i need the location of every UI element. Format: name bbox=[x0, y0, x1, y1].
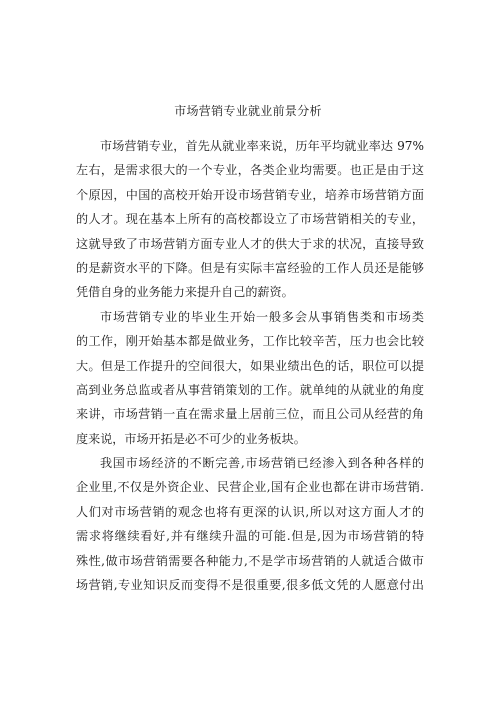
document-title: 市场营销专业就业前景分析 bbox=[174, 104, 322, 118]
paragraph-1-line-4: 的人才。现在基本上所有的高校都设立了市场营销相关的专业， bbox=[76, 212, 424, 227]
paragraph-2-line-5: 来讲，市场营销一直在需求量上居前三位，而且公司从经营的角 bbox=[76, 407, 424, 422]
paragraph-1-line-1: 市场营销专业，首先从就业率来说，历年平均就业率达 97% bbox=[100, 139, 424, 153]
paragraph-1-line-6: 的是薪资水平的下降。但是有实际丰富经验的工作人员还是能够 bbox=[76, 260, 424, 275]
paragraph-3-line-5: 殊性,做市场营销需要各种能力,不是学市场营销的人就适合做市 bbox=[76, 553, 424, 568]
paragraph-1-line-3: 个原因，中国的高校开始开设市场营销专业，培养市场营销方面 bbox=[76, 187, 424, 202]
paragraph-3-line-6: 场营销,专业知识反而变得不是很重要,很多低文凭的人愿意付出 bbox=[76, 578, 424, 593]
paragraph-3-line-1: 我国市场经济的不断完善,市场营销已经渗入到各种各样的 bbox=[100, 456, 424, 471]
paragraph-2-line-2: 的工作，刚开始基本都是做业务，工作比较辛苦，压力也会比较 bbox=[76, 334, 424, 349]
paragraph-2-line-1: 市场营销专业的毕业生开始一般多会从事销售类和市场类 bbox=[100, 309, 424, 324]
document-body bbox=[76, 134, 424, 597]
paragraph-2-line-3: 大。但是工作提升的空间很大，如果业绩出色的话，职位可以提 bbox=[76, 358, 424, 373]
paragraph-1-line-5: 这就导致了市场营销方面专业人才的供大于求的状况，直接导致 bbox=[76, 236, 424, 251]
paragraph-1-line-2: 左右，是需求很大的一个专业，各类企业均需要。也正是由于这 bbox=[76, 163, 424, 178]
paragraph-3-line-3: 人们对市场营销的观念也将有更深的认识,所以对这方面人才的 bbox=[76, 504, 424, 519]
paragraph-2-line-6: 度来说，市场开拓是必不可少的业务板块。 bbox=[76, 431, 306, 446]
paragraph-1-line-7: 凭借自身的业务能力来提升自己的薪资。 bbox=[76, 285, 294, 300]
paragraph-2-line-4: 高到业务总监或者从事营销策划的工作。就单纯的从就业的角度 bbox=[76, 382, 424, 397]
paragraph-3-line-2: 企业里,不仅是外资企业、民营企业,国有企业也都在讲市场营销. bbox=[76, 480, 424, 495]
paragraph-3-line-4: 需求将继续看好,并有继续升温的可能.但是,因为市场营销的特 bbox=[76, 529, 424, 544]
